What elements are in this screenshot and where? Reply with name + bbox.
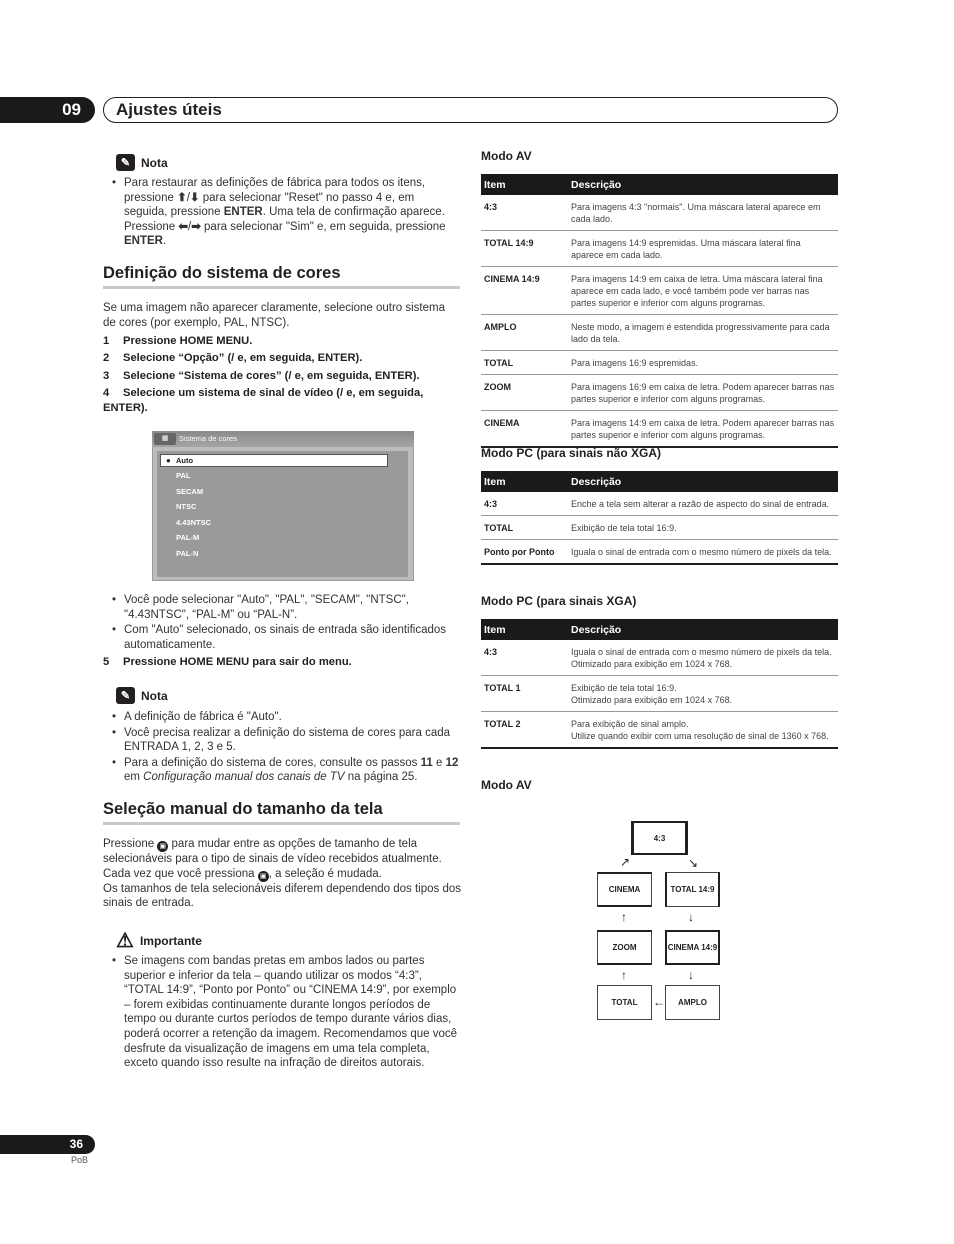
osd-selection-highlight — [160, 454, 388, 467]
page-number: 36 — [0, 1135, 95, 1154]
language-code: PoB — [71, 1155, 89, 1165]
list-item: • Você pode selecionar "Auto", "PAL", "SECAM", "NTSC", "4.43NTSC", “PAL-M” ou “PAL-N”. — [103, 593, 460, 622]
arrow-down-right-icon: ↘ — [688, 856, 699, 870]
column-header: Descrição — [568, 619, 838, 640]
table-row: ZOOM Para imagens 16:9 em caixa de letra. Podem aparecer barras nas partes superior e inferior com alguns programas. — [481, 375, 838, 411]
table-title: Modo PC (para sinais não XGA) — [481, 446, 662, 460]
diagram-title: Modo AV — [481, 778, 532, 792]
osd-panel — [157, 451, 408, 577]
mode-box-4-3: 4:3 — [631, 821, 688, 855]
osd-option[interactable]: PAL — [176, 471, 191, 480]
osd-option[interactable]: SECAM — [176, 487, 204, 496]
arrow-up-icon: ↑ — [621, 968, 627, 982]
arrow-left-icon: ← — [653, 995, 665, 1009]
arrow-up-right-icon: ↗ — [620, 855, 631, 869]
list-item: • Para restaurar as definições de fábrica para todos os itens, pressione ⬆/⬇ para selecionar "Reset" no passo 4 e, em seguida, pressione ENTER. Uma tela de confirmação aparece. Pressione ⬅/➡ para selecionar "Sim" e, em seguida, pressione ENTER. — [103, 176, 460, 249]
av-mode-table — [481, 174, 838, 448]
table-title: Modo AV — [481, 149, 532, 163]
step-5: 5 Pressione HOME MENU para sair do menu. — [103, 656, 352, 668]
column-header: Descrição — [568, 471, 838, 492]
note-heading — [116, 154, 168, 171]
section2-text: Pressione ▣ para mudar entre as opções de tamanho de tela selecionáveis para o tipo de sinais de vídeo recebidos atualmente. Cada vez que você pressiona ▣ , a seleção é mudada. Os tamanhos de tela selecionáveis diferem dependendo dos tipos dos sinais de entrada. — [103, 838, 462, 910]
osd-option[interactable]: Auto — [176, 456, 194, 465]
table-row: 4:3 Enche a tela sem alterar a razão de aspecto do sinal de entrada. — [481, 492, 838, 516]
table-row: Ponto por Ponto Iguala o sinal de entrada com o mesmo número de pixels da tela. — [481, 540, 838, 565]
mode-box-total: TOTAL — [597, 985, 652, 1020]
osd-option[interactable]: PAL-M — [176, 533, 200, 542]
list-item: • A definição de fábrica é "Auto". — [103, 710, 460, 725]
mode-box-cinema: CINEMA — [597, 872, 652, 907]
warning-icon: ⚠ — [116, 930, 134, 952]
arrow-up-icon: ↑ — [621, 910, 627, 924]
step-2: 2 Selecione “Opção” (/ e, em seguida, ENTER). — [103, 352, 363, 364]
important-label: Importante — [139, 934, 202, 948]
section-rule — [103, 286, 460, 289]
table-row: TOTAL Para imagens 16:9 espremidas. — [481, 351, 838, 375]
note1-list — [103, 176, 460, 250]
column-header: Item — [481, 471, 568, 492]
column-header: Item — [481, 174, 568, 195]
table-row: 4:3 Para imagens 4:3 "normais". Uma máscara lateral aparece em cada lado. — [481, 195, 838, 231]
osd-option[interactable]: PAL-N — [176, 549, 199, 558]
menu-icon: ▦ — [154, 433, 176, 445]
section1-bullets — [103, 593, 460, 653]
table-row: TOTAL 14:9 Para imagens 14:9 espremidas. Uma máscara lateral fina aparece em cada lado. — [481, 231, 838, 267]
table-row: CINEMA 14:9 Para imagens 14:9 em caixa de letra. Uma máscara lateral fina aparece em cada lado, e você também pode ver barras nas partes superior e inferior com alguns programas. — [481, 267, 838, 315]
chapter-title: Ajustes úteis — [116, 100, 222, 119]
section-heading: Seleção manual do tamanho da tela — [103, 800, 383, 818]
selected-dot-icon: ● — [166, 456, 171, 465]
step-3: 3 Selecione “Sistema de cores” (/ e, em seguida, ENTER). — [103, 370, 420, 382]
mode-box-amplo: AMPLO — [665, 985, 720, 1020]
mode-box-zoom: ZOOM — [597, 930, 652, 965]
list-item: • Com "Auto" selecionado, os sinais de entrada são identificados automaticamente. — [103, 623, 460, 652]
list-item: • Para a definição do sistema de cores, consulte os passos 11 e 12 em Configuração manual dos canais de TV na página 25. — [103, 756, 460, 785]
screen-size-button-icon: ▣ — [258, 871, 269, 882]
list-item: • Você precisa realizar a definição do sistema de cores para cada ENTRADA 1, 2, 3 e 5. — [103, 726, 460, 755]
screen-size-button-icon: ▣ — [157, 841, 168, 852]
list-item: • Se imagens com bandas pretas em ambos lados ou partes superior e inferior da tela – quando utilizar os modos “4:3”, “TOTAL 14:9”, “Ponto por Ponto” ou “CINEMA 14:9”, por exemplo – forem exibidas continuamente durante longos períodos de tempo ou durante curtos períodos de tempo durante vários dias, poderá ocorrer a retenção da imagem. Recomendamos que você desfrute da visualização de imagens em uma tela completa, exceto quando isso resulte na infração de direitos autorais. — [103, 954, 460, 1071]
note-heading — [116, 687, 168, 704]
table-title: Modo PC (para sinais XGA) — [481, 594, 637, 608]
section-heading: Definição do sistema de cores — [103, 264, 341, 282]
important-heading — [116, 932, 202, 950]
osd-option[interactable]: 4.43NTSC — [176, 518, 212, 527]
table-row: TOTAL 2 Para exibição de sinal amplo. Utilize quando exibir com uma resolução de sinal de 1360 x 768. — [481, 712, 838, 749]
note2-list — [103, 710, 460, 786]
table-row: 4:3 Iguala o sinal de entrada com o mesmo número de pixels da tela. Otimizado para exibição em 1024 x 768. — [481, 640, 838, 676]
osd-option[interactable]: NTSC — [176, 502, 197, 511]
pc-xga-table — [481, 619, 838, 749]
table-row: TOTAL 1 Exibição de tela total 16:9. Otimizado para exibição em 1024 x 768. — [481, 676, 838, 712]
note-label: Nota — [141, 155, 168, 170]
mode-box-total-14-9: TOTAL 14:9 — [665, 872, 720, 907]
table-row: AMPLO Neste modo, a imagem é estendida progressivamente para cada lado da tela. — [481, 315, 838, 351]
important-list — [103, 954, 460, 1072]
section-rule — [103, 822, 460, 825]
table-row: CINEMA Para imagens 14:9 em caixa de letra. Podem aparecer barras nas partes superior e inferior com alguns programas. — [481, 411, 838, 448]
osd-title: Sistema de cores — [179, 434, 237, 443]
arrow-down-icon: ↓ — [688, 910, 694, 924]
pc-nonxga-table — [481, 471, 838, 565]
pencil-note-icon: ✎ — [116, 154, 135, 171]
arrow-down-icon: ↓ — [688, 968, 694, 982]
column-header: Descrição — [568, 174, 838, 195]
mode-box-cinema-14-9: CINEMA 14:9 — [665, 930, 720, 965]
column-header: Item — [481, 619, 568, 640]
table-row: TOTAL Exibição de tela total 16:9. — [481, 516, 838, 540]
note-label: Nota — [141, 688, 168, 703]
section1-intro: Se uma imagem não aparecer claramente, selecione outro sistema de cores (por exemplo, PAL, NTSC). — [103, 302, 445, 329]
chapter-number: 09 — [0, 97, 95, 123]
step-1: 1 Pressione HOME MENU. — [103, 335, 253, 347]
step-4: 4 Selecione um sistema de sinal de vídeo (/ e, em seguida, ENTER). — [103, 387, 424, 414]
pencil-note-icon: ✎ — [116, 687, 135, 704]
